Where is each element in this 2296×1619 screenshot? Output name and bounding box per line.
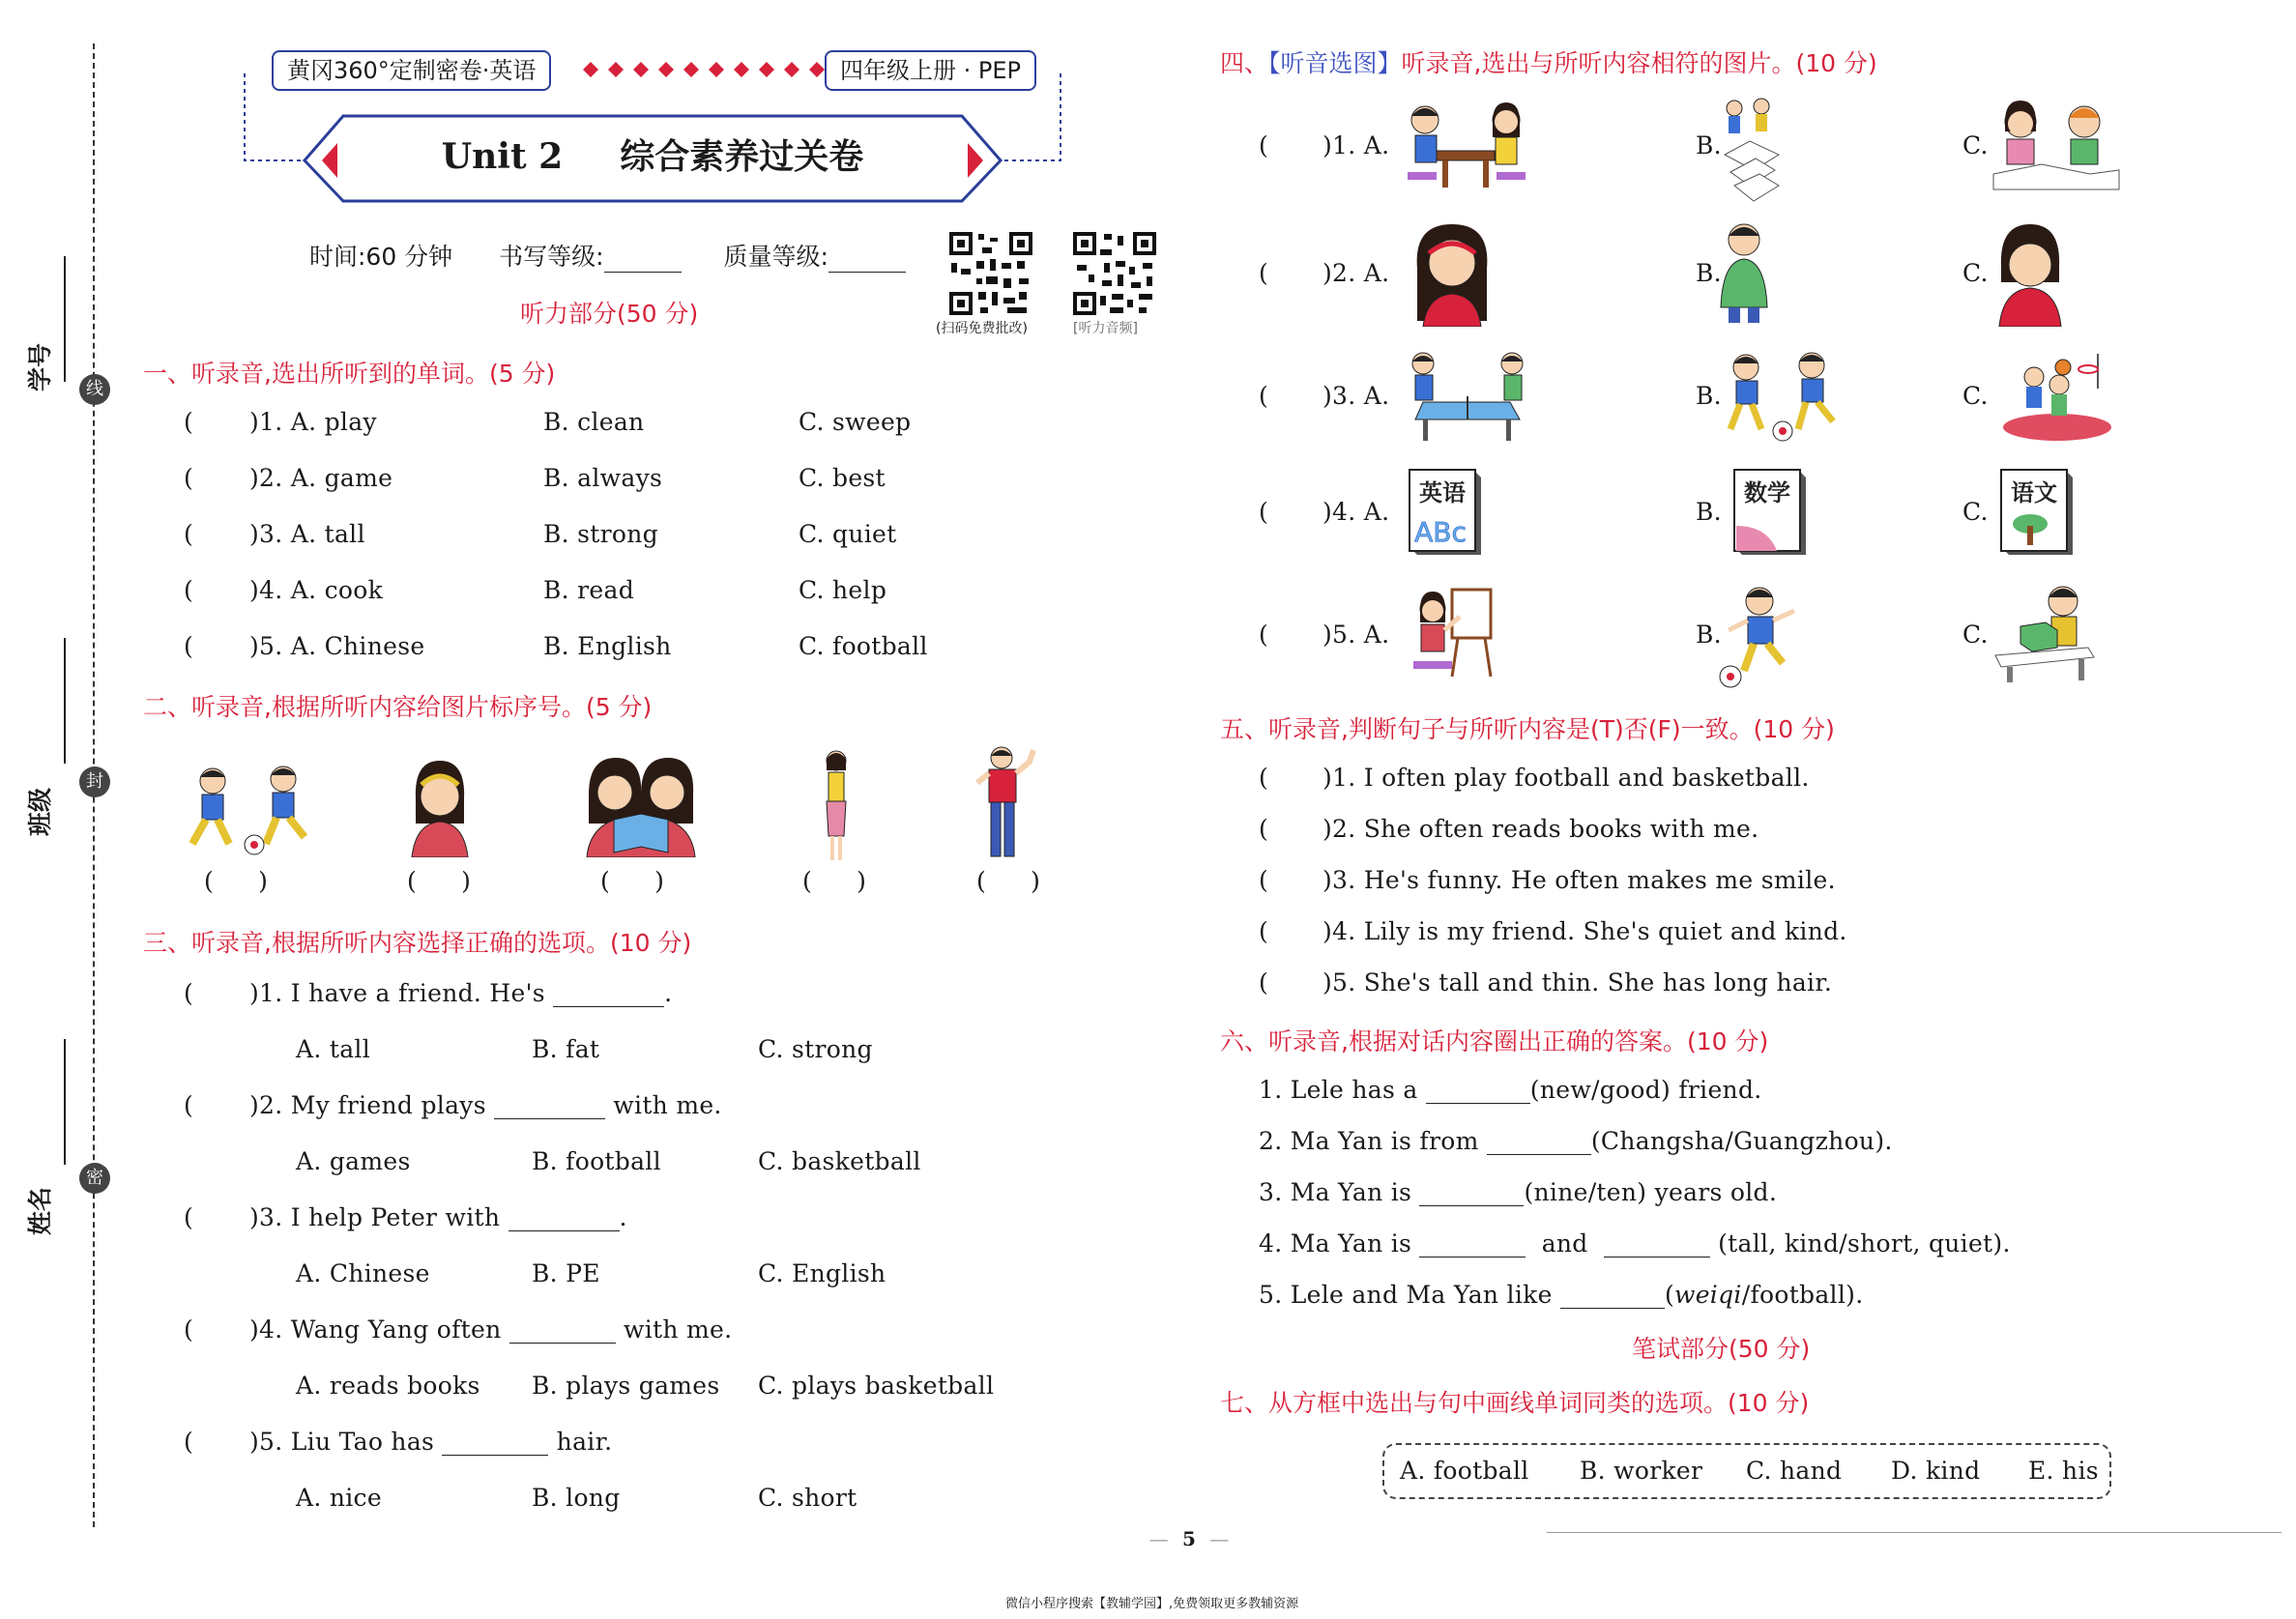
s3-stem: )5. Liu Tao has <box>249 1428 435 1456</box>
s3-option-c: C. basketball <box>758 1147 921 1175</box>
s3-option-c: C. strong <box>758 1035 873 1063</box>
s6-blank[interactable] <box>1560 1308 1665 1309</box>
answer-paren[interactable]: ( <box>184 576 194 604</box>
s1-option-b: B. read <box>543 576 635 604</box>
binding-margin <box>0 0 106 1527</box>
s4-option-b-label: B. <box>1696 621 1722 649</box>
answer-paren[interactable]: ( <box>1259 382 1269 410</box>
s3-stem-end: with me. <box>624 1315 733 1344</box>
word-bank-box <box>1382 1443 2111 1499</box>
s4-option-a-label: )5. A. <box>1322 621 1390 649</box>
s5-statement: )5. She's tall and thin. She has long hair. <box>1322 969 1833 997</box>
s6-blank[interactable] <box>1487 1154 1591 1155</box>
s1-option-a: )4. A. cook <box>249 576 384 604</box>
s6-choices: (nine/ten) years old. <box>1524 1178 1778 1206</box>
picture-girl-long-hair <box>1404 220 1500 327</box>
binding-underline-name <box>64 1039 66 1165</box>
answer-paren[interactable]: ( <box>1259 131 1269 159</box>
s1-option-a: )2. A. game <box>249 464 393 492</box>
footer-divider <box>1547 1532 2281 1533</box>
word-bank-option: D. kind <box>1891 1457 1981 1485</box>
s4-option-b-label: B. <box>1696 498 1722 526</box>
s3-option-b: B. PE <box>532 1259 600 1287</box>
s6-stem: 5. Lele and Ma Yan like <box>1259 1281 1553 1309</box>
s3-blank[interactable] <box>494 1118 605 1119</box>
answer-paren[interactable]: ( <box>1259 259 1269 287</box>
s3-option-c: C. plays basketball <box>758 1372 995 1400</box>
binding-mark-seal: 封 <box>79 766 110 797</box>
s3-stem: )1. I have a friend. He's <box>249 979 545 1007</box>
s3-question <box>184 1091 722 1119</box>
s3-blank[interactable] <box>442 1455 548 1456</box>
s4-option-c-label: C. <box>1962 498 1989 526</box>
picture-girl-drawing <box>1404 584 1500 680</box>
s1-item <box>184 632 957 660</box>
binding-label-class: 班级 <box>26 787 54 836</box>
s3-question <box>184 1315 733 1344</box>
s1-option-b: B. always <box>543 464 663 492</box>
answer-paren[interactable]: ( <box>1259 764 1269 792</box>
picture-boys-football <box>1717 350 1843 443</box>
answer-paren[interactable]: ( <box>184 632 194 660</box>
quality-grade-label: 质量等级: <box>723 243 828 271</box>
s1-option-a: )5. A. Chinese <box>249 632 425 660</box>
answer-paren[interactable]: ( <box>184 520 194 548</box>
s3-option-c: C. English <box>758 1259 886 1287</box>
s2-answer-slot[interactable]: ( ) <box>204 867 269 895</box>
s6-choices: /football). <box>1741 1281 1864 1309</box>
s6-item <box>1259 1229 2011 1258</box>
section-2-title: 二、听录音,根据所听内容给图片标序号。(5 分) <box>143 693 653 721</box>
answer-paren[interactable]: ( <box>1259 969 1269 997</box>
binding-underline-student-id <box>64 256 66 382</box>
s4-option-a-label: )4. A. <box>1322 498 1390 526</box>
s4-row-label <box>1259 259 1390 287</box>
s1-option-c: C. football <box>799 632 928 660</box>
series-label: 黄冈360°定制密卷·英语 <box>272 50 551 91</box>
section-6-title: 六、听录音,根据对话内容圈出正确的答案。(10 分) <box>1220 1027 1769 1055</box>
binding-underline-class <box>64 638 66 764</box>
picture-kids-playing-chess <box>1404 99 1529 191</box>
s6-stem: 2. Ma Yan is from <box>1259 1127 1479 1155</box>
picture-girls-reading <box>583 756 699 857</box>
answer-paren[interactable]: ( <box>1259 866 1269 894</box>
title-unit: Unit 2 <box>441 136 564 177</box>
picture-boy-green-sweater <box>1715 220 1773 323</box>
word-bank-option: B. worker <box>1580 1457 1703 1485</box>
writing-grade-field[interactable] <box>604 272 682 273</box>
book-abc: ABc <box>1414 516 1467 548</box>
answer-paren[interactable]: ( <box>184 408 194 436</box>
listening-part-heading: 听力部分(50 分) <box>520 300 699 328</box>
picture-girl-short-hair <box>1991 220 2069 327</box>
word-bank-option: E. his <box>2028 1457 2099 1485</box>
s3-blank[interactable] <box>509 1343 616 1344</box>
s6-stem: 4. Ma Yan is <box>1259 1229 1412 1258</box>
binding-label-name: 姓名 <box>26 1186 54 1235</box>
s2-answer-slot[interactable]: ( ) <box>976 867 1041 895</box>
section-7-title: 七、从方框中选出与句中画线单词同类的选项。(10 分) <box>1220 1389 1810 1417</box>
writing-part-heading: 笔试部分(50 分) <box>1632 1335 1811 1363</box>
s3-question <box>184 1203 627 1231</box>
s5-statement: )4. Lily is my friend. She's quiet and kind. <box>1322 917 1847 945</box>
s3-option-c: C. short <box>758 1484 857 1512</box>
s1-item <box>184 408 957 436</box>
answer-paren[interactable]: ( <box>184 1203 194 1231</box>
s2-answer-slot[interactable]: ( ) <box>600 867 665 895</box>
answer-paren[interactable]: ( <box>1259 621 1269 649</box>
s4-option-c-label: C. <box>1962 259 1989 287</box>
title-name: 综合素养过关卷 <box>620 136 864 177</box>
s3-stem-end: . <box>619 1203 627 1231</box>
s1-item <box>184 464 957 492</box>
s1-option-b: B. strong <box>543 520 658 548</box>
s4-option-b-label: B. <box>1696 131 1722 159</box>
s5-item <box>1259 917 1847 945</box>
s5-statement: )2. She often reads books with me. <box>1322 815 1759 843</box>
writing-grade-label: 书写等级: <box>499 243 604 271</box>
s6-stem: 1. Lele has a <box>1259 1076 1418 1104</box>
qr-code-audio[interactable] <box>1071 230 1158 317</box>
picture-math-book <box>1729 468 1808 557</box>
binding-label-student-id: 学号 <box>26 342 54 391</box>
answer-paren[interactable]: ( <box>1259 815 1269 843</box>
qr-caption-grading: (扫码免费批改) <box>936 321 1028 336</box>
s3-option-b: B. plays games <box>532 1372 720 1400</box>
s3-option-b: B. football <box>532 1147 661 1175</box>
s3-option-a: A. tall <box>296 1035 370 1063</box>
s6-choice-italic: weiqi <box>1674 1281 1742 1309</box>
word-bank-option: C. hand <box>1746 1457 1843 1485</box>
picture-kids-doing-homework <box>1984 97 2129 193</box>
picture-strong-man <box>970 744 1037 860</box>
s6-blank[interactable] <box>1419 1205 1524 1206</box>
s4-option-c-label: C. <box>1962 131 1989 159</box>
s5-statement: )1. I often play football and basketball. <box>1322 764 1810 792</box>
s4-option-a-label: )2. A. <box>1322 259 1390 287</box>
s1-item <box>184 576 957 604</box>
answer-paren[interactable]: ( <box>1259 917 1269 945</box>
s6-item <box>1259 1127 1893 1155</box>
s3-stem: )2. My friend plays <box>249 1091 486 1119</box>
header-banner <box>237 46 1068 211</box>
page-number: 5 <box>1182 1527 1196 1550</box>
answer-paren[interactable]: ( <box>184 464 194 492</box>
picture-kids-hopscotch <box>1711 97 1788 203</box>
s3-option-b: B. long <box>532 1484 621 1512</box>
picture-boy-kicking-ball <box>1715 584 1802 690</box>
s6-choices: (new/good) friend. <box>1529 1076 1762 1104</box>
s6-blank[interactable] <box>1604 1257 1710 1258</box>
s4-option-c-label: C. <box>1962 621 1989 649</box>
qr-code-grading[interactable] <box>947 230 1034 317</box>
s1-option-c: C. quiet <box>799 520 897 548</box>
quality-grade-field[interactable] <box>828 272 906 273</box>
s1-option-b: B. clean <box>543 408 645 436</box>
s5-item <box>1259 969 1833 997</box>
s1-option-a: )1. A. play <box>249 408 377 436</box>
binding-mark-line: 线 <box>79 374 110 405</box>
s1-option-c: C. help <box>799 576 887 604</box>
answer-paren[interactable]: ( <box>1259 498 1269 526</box>
book-title-english: 英语 <box>1419 479 1466 506</box>
s4-option-b-label: B. <box>1696 259 1722 287</box>
answer-paren[interactable]: ( <box>184 979 194 1007</box>
s3-option-a: A. Chinese <box>296 1259 430 1287</box>
s4-row-label <box>1259 382 1390 410</box>
s6-item: 5. Lele and Ma Yan like (weiqi/football). <box>1259 1281 1864 1309</box>
s3-option-b: B. fat <box>532 1035 600 1063</box>
binding-mark-secret: 密 <box>79 1163 110 1194</box>
s1-option-a: )3. A. tall <box>249 520 365 548</box>
s4-option-a-label: )3. A. <box>1322 382 1390 410</box>
picture-girl-portrait <box>406 756 474 857</box>
s3-option-a: A. games <box>296 1147 411 1175</box>
picture-boys-football <box>179 762 324 858</box>
picture-tall-girl <box>815 749 858 865</box>
s4-option-b-label: B. <box>1696 382 1722 410</box>
s6-conjunction: and <box>1541 1229 1588 1258</box>
s1-option-c: C. best <box>799 464 886 492</box>
section-3-title: 三、听录音,根据所听内容选择正确的选项。(10 分) <box>143 929 692 957</box>
s2-answer-slot[interactable]: ( ) <box>407 867 472 895</box>
s4-title-number: 四、 <box>1220 49 1269 77</box>
s3-stem-end: hair. <box>556 1428 613 1456</box>
s4-row-label <box>1259 131 1390 159</box>
s3-question <box>184 979 673 1007</box>
s1-item <box>184 520 957 548</box>
s6-item <box>1259 1178 1777 1206</box>
answer-paren[interactable]: ( <box>184 1315 194 1344</box>
s5-item <box>1259 815 1759 843</box>
s6-choices: (tall, kind/short, quiet). <box>1718 1229 2011 1258</box>
s1-option-c: C. sweep <box>799 408 912 436</box>
picture-boy-reading <box>1991 580 2098 684</box>
s4-row-label <box>1259 498 1390 526</box>
footer-note: 微信小程序搜索【教辅学园】,免费领取更多教辅资源 <box>1005 1597 1299 1611</box>
s3-stem-end: . <box>664 979 673 1007</box>
s6-blank[interactable] <box>1426 1103 1530 1104</box>
s6-item <box>1259 1076 1762 1104</box>
s3-blank[interactable] <box>509 1230 620 1231</box>
book-title-chinese: 语文 <box>2011 479 2057 506</box>
s6-stem: 3. Ma Yan is <box>1259 1178 1412 1206</box>
s3-stem: )3. I help Peter with <box>249 1203 501 1231</box>
s2-answer-slot[interactable]: ( ) <box>802 867 867 895</box>
s3-option-a: A. reads books <box>296 1372 480 1400</box>
s6-choices: (Changsha/Guangzhou). <box>1590 1127 1893 1155</box>
s5-item <box>1259 764 1810 792</box>
s6-blank[interactable] <box>1419 1257 1526 1258</box>
word-bank-option: A. football <box>1400 1457 1529 1485</box>
answer-paren[interactable]: ( <box>184 1428 194 1456</box>
section-5-title: 五、听录音,判断句子与所听内容是(T)否(F)一致。(10 分) <box>1220 715 1835 743</box>
page-title <box>372 130 933 179</box>
section-1-title: 一、听录音,选出所听到的单词。(5 分) <box>143 360 556 388</box>
s4-option-a-label: )1. A. <box>1322 131 1390 159</box>
answer-paren[interactable]: ( <box>184 1091 194 1119</box>
s4-row-label <box>1259 621 1390 649</box>
grade-label: 四年级上册 · PEP <box>825 50 1036 91</box>
s5-item <box>1259 866 1836 894</box>
qr-caption-audio: [听力音频] <box>1073 321 1138 336</box>
s3-question <box>184 1428 613 1456</box>
picture-english-book <box>1404 468 1483 557</box>
s3-blank[interactable] <box>553 1006 664 1007</box>
s5-statement: )3. He's funny. He often makes me smile. <box>1322 866 1836 894</box>
book-title-math: 数学 <box>1744 479 1790 506</box>
s3-stem-end: with me. <box>613 1091 722 1119</box>
s4-title-text: 听录音,选出与所听内容相符的图片。(10 分) <box>1401 49 1877 77</box>
picture-chinese-book <box>1995 468 2075 557</box>
picture-kids-ping-pong <box>1404 350 1529 443</box>
s4-option-c-label: C. <box>1962 382 1989 410</box>
time-limit: 时间:60 分钟 <box>309 243 453 271</box>
s1-option-b: B. English <box>543 632 672 660</box>
picture-kids-basketball <box>1999 350 2115 443</box>
s4-title-tag: 【听音选图】 <box>1268 49 1402 77</box>
page-number-row: — 5 — <box>1148 1527 1230 1550</box>
s3-option-a: A. nice <box>296 1484 382 1512</box>
s3-stem: )4. Wang Yang often <box>249 1315 502 1344</box>
time-info <box>309 238 906 273</box>
